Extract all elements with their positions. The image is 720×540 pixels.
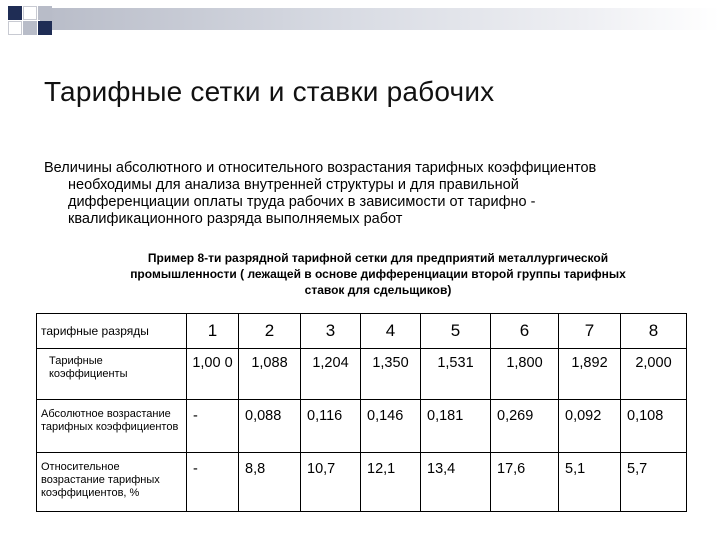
value-cell: 0,269 — [491, 400, 559, 453]
value-cell: 1,350 — [361, 349, 421, 400]
value-cell: 0,088 — [239, 400, 301, 453]
decor-square — [8, 21, 22, 35]
value-cell: 1,531 — [421, 349, 491, 400]
table-row — [37, 400, 687, 453]
row-label-cell: Абсолютное возрастание тарифных коэффициентов — [37, 400, 187, 453]
grade-cell: 7 — [559, 314, 621, 349]
value-cell: 5,1 — [559, 453, 621, 512]
value-cell: 2,000 — [621, 349, 687, 400]
value-cell: 1,892 — [559, 349, 621, 400]
header-gradient-bar — [40, 8, 720, 30]
decor-square — [23, 21, 37, 35]
value-cell: - — [187, 400, 239, 453]
slide-title: Тарифные сетки и ставки рабочих — [44, 76, 495, 107]
paragraph-line: квалификационного разряда выполняемых работ — [68, 211, 403, 227]
grade-cell: 4 — [361, 314, 421, 349]
caption-line: ставок для сдельщиков) — [304, 283, 452, 297]
value-cell: 8,8 — [239, 453, 301, 512]
row-label-cell: Тарифные коэффициенты — [37, 349, 187, 400]
decor-square — [38, 21, 52, 35]
value-cell: 5,7 — [621, 453, 687, 512]
decor-square — [38, 6, 52, 20]
row-label-cell: Относительное возрастание тарифных коэффициентов, % — [37, 453, 187, 512]
paragraph-line: дифференциации оплаты труда рабочих в зависимости от тарифно - — [68, 194, 536, 210]
value-cell: 0,146 — [361, 400, 421, 453]
decor-square — [23, 6, 37, 20]
table-header-row — [37, 314, 687, 349]
grade-cell: 6 — [491, 314, 559, 349]
caption-line: промышленности ( лежащей в основе дифференциации второй группы тарифных — [130, 267, 626, 281]
value-cell: 17,6 — [491, 453, 559, 512]
value-cell: 0,092 — [559, 400, 621, 453]
value-cell: 1,204 — [301, 349, 361, 400]
value-cell: 0,116 — [301, 400, 361, 453]
header-label-cell: тарифные разряды — [37, 314, 187, 349]
value-cell: 1,00 0 — [187, 349, 239, 400]
value-cell: - — [187, 453, 239, 512]
grade-cell: 3 — [301, 314, 361, 349]
tariff-grid-table — [36, 313, 687, 512]
table-caption — [78, 250, 678, 298]
caption-line: Пример 8-ти разрядной тарифной сетки для предприятий металлургической — [147, 251, 609, 265]
table-row — [37, 349, 687, 400]
paragraph-line: необходимы для анализа внутренней структуры и для правильной — [68, 177, 519, 193]
grade-cell: 5 — [421, 314, 491, 349]
intro-paragraph — [44, 160, 684, 228]
value-cell: 1,800 — [491, 349, 559, 400]
value-cell: 12,1 — [361, 453, 421, 512]
value-cell: 0,108 — [621, 400, 687, 453]
decor-square — [8, 6, 22, 20]
value-cell: 13,4 — [421, 453, 491, 512]
value-cell: 10,7 — [301, 453, 361, 512]
grade-cell: 2 — [239, 314, 301, 349]
table-row — [37, 453, 687, 512]
grade-cell: 1 — [187, 314, 239, 349]
value-cell: 1,088 — [239, 349, 301, 400]
paragraph-line: Величины абсолютного и относительного возрастания тарифных коэффициентов — [44, 160, 597, 176]
grade-cell: 8 — [621, 314, 687, 349]
value-cell: 0,181 — [421, 400, 491, 453]
